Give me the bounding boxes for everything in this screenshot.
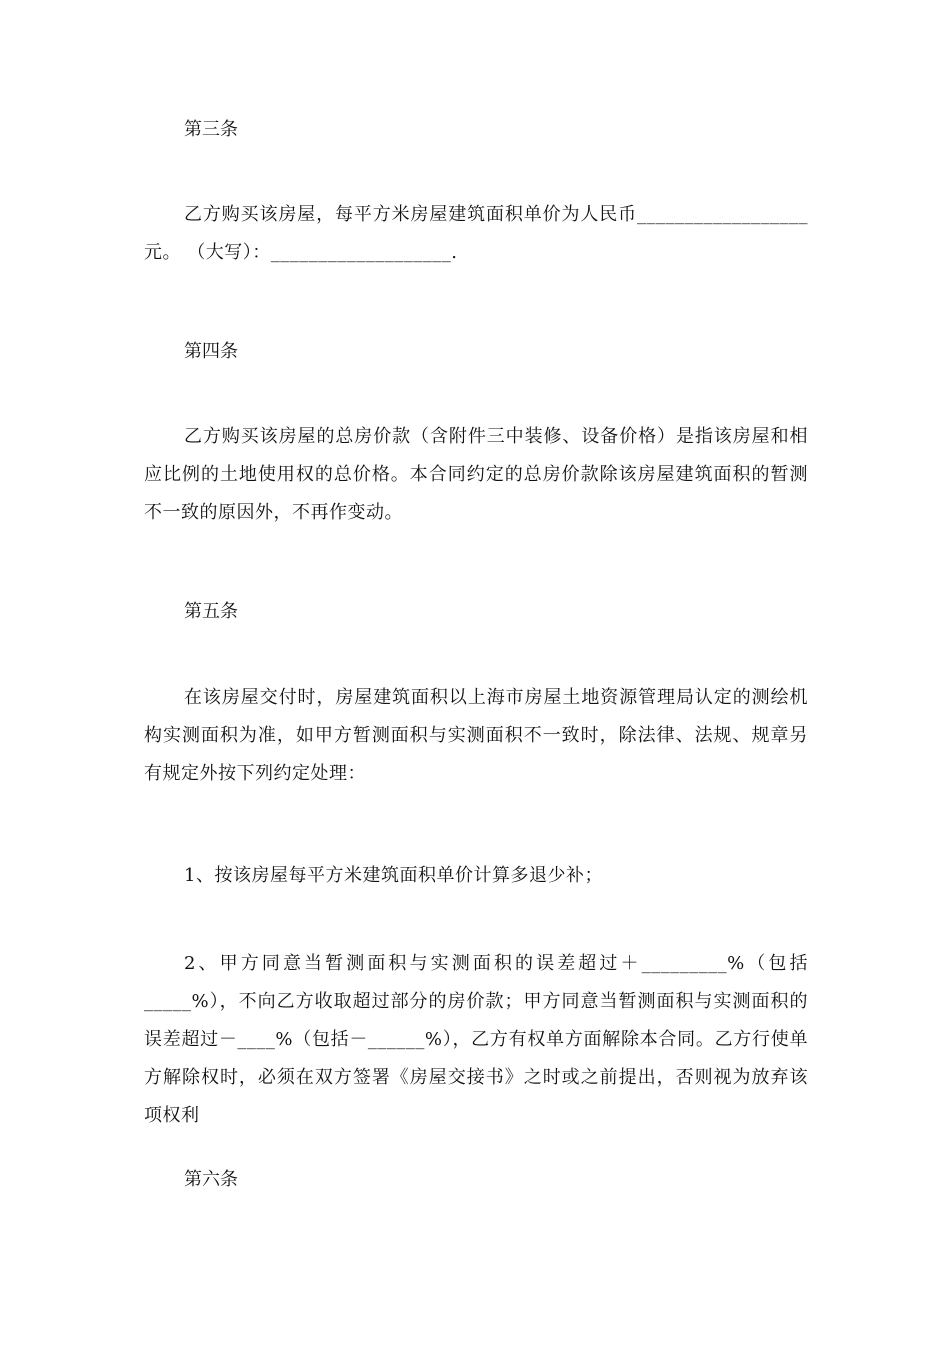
article-3-title: 第三条 [184,119,238,140]
article-4-title: 第四条 [184,341,238,362]
article-5-body: 在该房屋交付时，房屋建筑面积以上海市房屋土地资源管理局认定的测绘机构实测面积为准，如甲方暂测面积与实测面积不一致时，除法律、法规、规章另有规定外按下列约定处理： [144,687,808,784]
article-4-body: 乙方购买该房屋的总房价款（含附件三中装修、设备价格）是指该房屋和相应比例的土地使用权的总价格。本合同约定的总房价款除该房屋建筑面积的暂测不一致的原因外，不再作变动。 [144,426,808,523]
article-6-title: 第六条 [184,1169,238,1190]
article-3-body: 乙方购买该房屋，每平方米房屋建筑面积单价为人民币__________________元。 （大写）：___________________. [144,204,808,263]
article-5-item-2: 2、甲方同意当暂测面积与实测面积的误差超过＋_________%（包括_____%），不向乙方收取超过部分的房价款；甲方同意当暂测面积与实测面积的误差超过－____%（包括－______%），乙方有权单方面解除本合同。乙方行使单方解除权时，必须在双方签署《房屋交接书》之时或之前提出，否则视为放弃该项权利 [144,953,808,1126]
article-5-item-1: 1、按该房屋每平方米建筑面积单价计算多退少补； [184,865,603,886]
article-5-title: 第五条 [184,601,238,622]
